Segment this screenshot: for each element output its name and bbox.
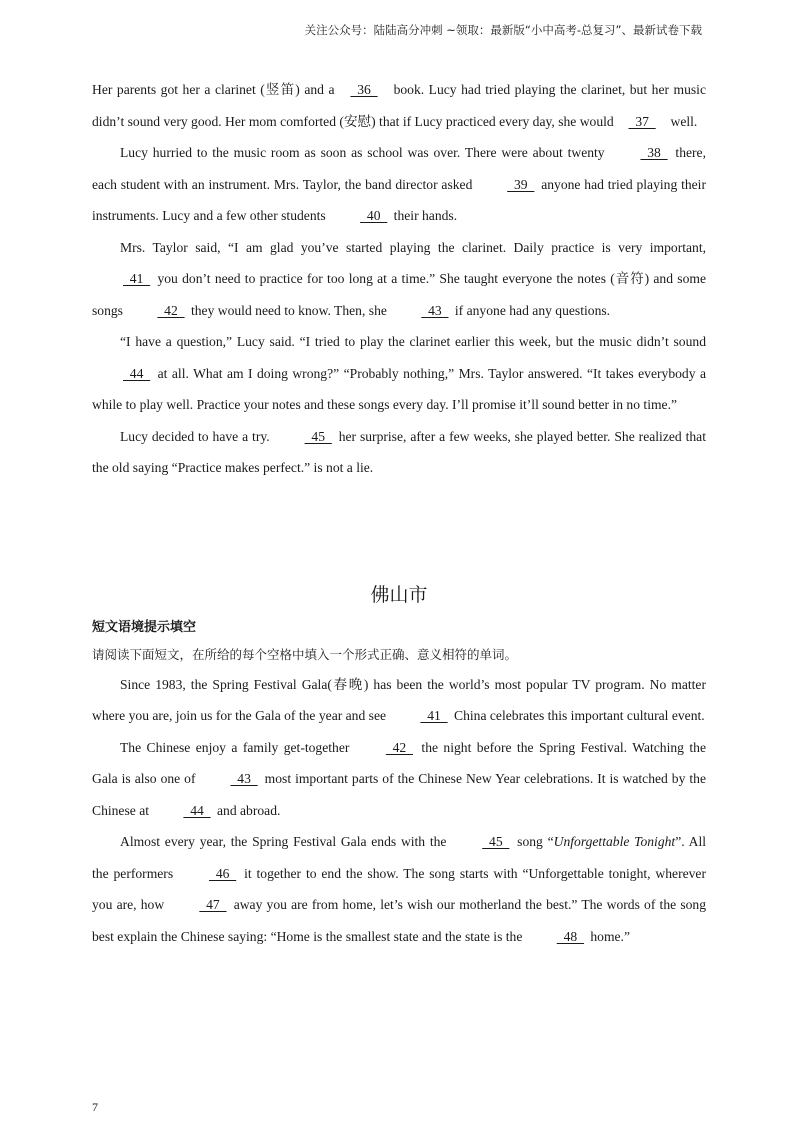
blank-48[interactable]: 48 bbox=[556, 928, 584, 944]
paragraph bbox=[92, 732, 706, 827]
paragraph bbox=[92, 137, 706, 232]
text-run: home.” bbox=[586, 928, 630, 944]
text-run: book. Lucy had tried playing the clarinet, but her music didn’t sound very good. Her mom comforted (安慰) that if Lucy practiced every day, she would bbox=[92, 82, 706, 129]
text-run: anyone had tried playing their instruments. Lucy and a few other students bbox=[92, 176, 706, 223]
paragraph bbox=[92, 826, 706, 952]
blank-44[interactable]: 44 bbox=[183, 802, 211, 818]
blank-41[interactable]: 41 bbox=[123, 271, 151, 286]
blank-42[interactable]: 42 bbox=[385, 739, 413, 755]
blank-45[interactable]: 45 bbox=[304, 428, 332, 444]
text-run: Almost every year, the Spring Festival Gala ends with the bbox=[120, 834, 452, 849]
text-run: you don’t need to practice for too long at a time.” She taught everyone the notes (音符) and some songs bbox=[92, 271, 706, 318]
section-instruction: 请阅读下面短文，在所给的每个空格中填入一个形式正确、意义相符的单词。 bbox=[92, 646, 518, 662]
text-run: her surprise, after a few weeks, she played better. She realized that the old saying “Practice makes perfect.” is not a lie. bbox=[92, 428, 706, 475]
paragraph bbox=[92, 232, 706, 327]
text-run: most important parts of the Chinese New Year celebrations. It is watched by the Chinese at bbox=[92, 771, 706, 818]
text-run: away you are from home, let’s wish our motherland the best.” The words of the song best explain the Chinese saying: “Home is the smallest state and the state is the bbox=[92, 897, 707, 944]
blank-37[interactable]: 37 bbox=[628, 113, 656, 129]
text-run: Lucy decided to have a try. bbox=[120, 428, 274, 444]
passage-spring-festival bbox=[92, 669, 706, 953]
text-run: song “ bbox=[512, 834, 554, 849]
blank-36[interactable]: 36 bbox=[350, 82, 378, 97]
blank-43[interactable]: 43 bbox=[421, 302, 449, 318]
text-run: there, each student with an instrument. Mrs. Taylor, the band director asked bbox=[92, 145, 706, 192]
paragraph bbox=[92, 74, 706, 137]
blank-39[interactable]: 39 bbox=[507, 176, 535, 192]
blank-40[interactable]: 40 bbox=[360, 208, 388, 223]
text-run: Her parents got her a clarinet (竖笛) and a bbox=[92, 82, 340, 97]
blank-45[interactable]: 45 bbox=[482, 834, 510, 849]
page-number: 7 bbox=[92, 1100, 98, 1114]
text-run: “I have a question,” Lucy said. “I tried to play the clarinet earlier this week, but the music didn’t sound bbox=[120, 334, 706, 349]
text-run: China celebrates this important cultural event. bbox=[450, 708, 705, 723]
text-run: they would need to know. Then, she bbox=[187, 302, 391, 318]
text-run: Lucy hurried to the music room as soon as school was over. There were about twenty bbox=[120, 145, 610, 160]
document-body bbox=[92, 74, 706, 952]
text-run: and abroad. bbox=[213, 802, 281, 818]
text-run: well. bbox=[667, 113, 698, 129]
passage-clarinet bbox=[92, 74, 706, 484]
italic-text: Unforgettable Tonight bbox=[553, 834, 676, 849]
text-run: The Chinese enjoy a family get-together bbox=[120, 739, 355, 755]
text-run: Since 1983, the Spring Festival Gala(春晚) has been the world’s most popular TV program. No matter where you are, join us for the Gala of the year and see bbox=[92, 676, 706, 723]
text-run: the night before the Spring Festival. Watching the Gala is also one of bbox=[92, 739, 706, 786]
text-run: it together to end the show. The song starts with “Unforgettable tonight, wherever you are, how bbox=[92, 865, 706, 912]
blank-42[interactable]: 42 bbox=[157, 302, 185, 318]
text-run: ”. All the performers bbox=[92, 834, 707, 881]
blank-44[interactable]: 44 bbox=[123, 365, 151, 381]
blank-41[interactable]: 41 bbox=[420, 708, 448, 723]
text-run: their hands. bbox=[390, 208, 458, 223]
blank-46[interactable]: 46 bbox=[209, 865, 237, 881]
paragraph bbox=[92, 326, 706, 421]
blank-38[interactable]: 38 bbox=[640, 145, 668, 160]
paragraph bbox=[92, 669, 706, 732]
blank-43[interactable]: 43 bbox=[230, 771, 258, 786]
text-run: Mrs. Taylor said, “I am glad you’ve started playing the clarinet. Daily practice is very important, bbox=[120, 239, 706, 255]
section-subheading: 短文语境提示填空 bbox=[92, 619, 197, 635]
text-run: at all. What am I doing wrong?” “Probably nothing,” Mrs. Taylor answered. “It takes everybody a while to play well. Practice your notes and these songs every day. I’ll promise it’ll sound better in no time.” bbox=[92, 365, 706, 412]
text-run: if anyone had any questions. bbox=[451, 302, 611, 318]
paragraph bbox=[92, 421, 706, 484]
section-title: 佛山市 bbox=[370, 583, 428, 606]
page-header: 关注公众号：陆陆高分冲刺 ~领取：最新版“小中高考-总复习”、最新试卷下载 bbox=[304, 23, 702, 37]
blank-47[interactable]: 47 bbox=[199, 897, 227, 912]
